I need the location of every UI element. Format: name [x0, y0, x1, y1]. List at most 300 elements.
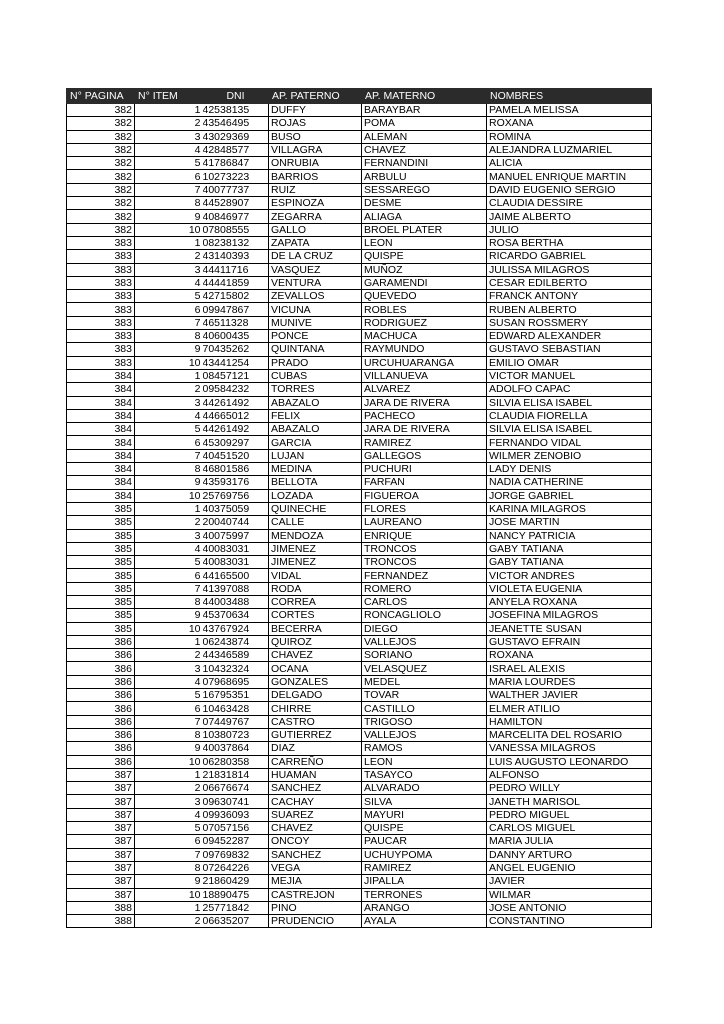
table-row — [67, 276, 652, 289]
cell-dni: 09584232 — [203, 383, 269, 396]
cell-ap-materno: ARBULU — [362, 170, 487, 183]
cell-dni: 25771842 — [203, 901, 269, 914]
cell-ap-materno: RAYMUNDO — [362, 343, 487, 356]
cell-ap-paterno: ABAZALO — [269, 396, 362, 409]
cell-nombres: ROXANA — [487, 649, 652, 662]
table-row — [67, 848, 652, 861]
cell-ap-paterno: JIMENEZ — [269, 556, 362, 569]
cell-pagina: 382 — [67, 157, 135, 170]
cell-item: 10 — [135, 755, 203, 768]
cell-nombres: VANESSA MILAGROS — [487, 742, 652, 755]
cell-pagina: 384 — [67, 449, 135, 462]
cell-nombres: ROXANA — [487, 117, 652, 130]
table-row — [67, 369, 652, 382]
cell-item: 8 — [135, 861, 203, 874]
col-header-ap-materno: AP. MATERNO — [362, 89, 487, 104]
cell-dni: 18890475 — [203, 888, 269, 901]
cell-ap-paterno: MEJIA — [269, 875, 362, 888]
cell-nombres: JANETH MARISOL — [487, 795, 652, 808]
col-header-ap-paterno: AP. PATERNO — [269, 89, 362, 104]
data-table — [66, 88, 652, 928]
cell-pagina: 385 — [67, 595, 135, 608]
table-header — [67, 89, 652, 104]
cell-item: 2 — [135, 516, 203, 529]
table-row — [67, 635, 652, 648]
cell-pagina: 382 — [67, 223, 135, 236]
cell-nombres: ANGEL EUGENIO — [487, 861, 652, 874]
cell-dni: 44441859 — [203, 276, 269, 289]
cell-pagina: 387 — [67, 822, 135, 835]
cell-ap-materno: QUISPE — [362, 250, 487, 263]
cell-ap-materno: FARFAN — [362, 476, 487, 489]
cell-ap-paterno: SANCHEZ — [269, 848, 362, 861]
cell-nombres: ROSA BERTHA — [487, 236, 652, 249]
cell-pagina: 386 — [67, 649, 135, 662]
cell-ap-paterno: QUINECHE — [269, 502, 362, 515]
cell-dni: 43546495 — [203, 117, 269, 130]
cell-pagina: 382 — [67, 117, 135, 130]
table-row — [67, 782, 652, 795]
cell-dni: 44261492 — [203, 396, 269, 409]
cell-nombres: NANCY PATRICIA — [487, 529, 652, 542]
cell-dni: 16795351 — [203, 689, 269, 702]
cell-item: 1 — [135, 635, 203, 648]
cell-pagina: 384 — [67, 476, 135, 489]
cell-item: 4 — [135, 143, 203, 156]
cell-ap-materno: QUISPE — [362, 822, 487, 835]
cell-ap-paterno: DE LA CRUZ — [269, 250, 362, 263]
cell-pagina: 387 — [67, 848, 135, 861]
cell-pagina: 382 — [67, 197, 135, 210]
cell-ap-materno: DESME — [362, 197, 487, 210]
cell-item: 4 — [135, 276, 203, 289]
table-row — [67, 130, 652, 143]
cell-nombres: JORGE GABRIEL — [487, 489, 652, 502]
cell-nombres: CESAR EDILBERTO — [487, 276, 652, 289]
table-row — [67, 157, 652, 170]
cell-ap-paterno: BUSO — [269, 130, 362, 143]
cell-item: 2 — [135, 250, 203, 263]
cell-pagina: 388 — [67, 901, 135, 914]
cell-item: 6 — [135, 702, 203, 715]
cell-dni: 44003488 — [203, 595, 269, 608]
cell-pagina: 387 — [67, 768, 135, 781]
cell-nombres: JULISSA MILAGROS — [487, 263, 652, 276]
cell-item: 5 — [135, 556, 203, 569]
cell-item: 1 — [135, 901, 203, 914]
cell-item: 2 — [135, 915, 203, 928]
cell-ap-paterno: CALLE — [269, 516, 362, 529]
col-header-dni: DNI — [203, 89, 269, 104]
cell-item: 4 — [135, 808, 203, 821]
cell-ap-paterno: MUNIVE — [269, 316, 362, 329]
cell-dni: 06676674 — [203, 782, 269, 795]
cell-nombres: PAMELA MELISSA — [487, 104, 652, 117]
cell-ap-paterno: QUINTANA — [269, 343, 362, 356]
cell-dni: 08457121 — [203, 369, 269, 382]
cell-ap-materno: RAMIREZ — [362, 436, 487, 449]
cell-nombres: JAVIER — [487, 875, 652, 888]
cell-pagina: 383 — [67, 356, 135, 369]
cell-ap-paterno: HUAMAN — [269, 768, 362, 781]
cell-pagina: 386 — [67, 702, 135, 715]
cell-ap-paterno: VENTURA — [269, 276, 362, 289]
cell-item: 8 — [135, 463, 203, 476]
cell-item: 6 — [135, 835, 203, 848]
cell-nombres: JULIO — [487, 223, 652, 236]
cell-item: 6 — [135, 436, 203, 449]
cell-item: 3 — [135, 396, 203, 409]
cell-ap-paterno: VEGA — [269, 861, 362, 874]
cell-pagina: 387 — [67, 782, 135, 795]
table-row — [67, 702, 652, 715]
cell-ap-materno: FERNANDINI — [362, 157, 487, 170]
cell-ap-paterno: CACHAY — [269, 795, 362, 808]
cell-ap-paterno: SANCHEZ — [269, 782, 362, 795]
cell-nombres: GUSTAVO SEBASTIAN — [487, 343, 652, 356]
cell-dni: 21860429 — [203, 875, 269, 888]
table-row — [67, 343, 652, 356]
cell-item: 7 — [135, 316, 203, 329]
cell-item: 10 — [135, 223, 203, 236]
cell-dni: 07968695 — [203, 675, 269, 688]
cell-ap-paterno: ONCOY — [269, 835, 362, 848]
cell-dni: 07449767 — [203, 715, 269, 728]
cell-dni: 40037864 — [203, 742, 269, 755]
cell-dni: 44528907 — [203, 197, 269, 210]
table-row — [67, 250, 652, 263]
cell-pagina: 384 — [67, 369, 135, 382]
cell-item: 4 — [135, 542, 203, 555]
cell-ap-materno: MUÑOZ — [362, 263, 487, 276]
cell-nombres: JEANETTE SUSAN — [487, 622, 652, 635]
cell-ap-paterno: JIMENEZ — [269, 542, 362, 555]
table-row — [67, 875, 652, 888]
cell-nombres: PEDRO WILLY — [487, 782, 652, 795]
cell-dni: 40846977 — [203, 210, 269, 223]
cell-dni: 43767924 — [203, 622, 269, 635]
cell-nombres: CLAUDIA DESSIRE — [487, 197, 652, 210]
cell-nombres: VICTOR MANUEL — [487, 369, 652, 382]
cell-pagina: 385 — [67, 609, 135, 622]
cell-ap-paterno: ZEVALLOS — [269, 290, 362, 303]
cell-item: 3 — [135, 130, 203, 143]
cell-item: 10 — [135, 622, 203, 635]
col-header-nombres: NOMBRES — [487, 89, 652, 104]
cell-pagina: 382 — [67, 183, 135, 196]
table-row — [67, 888, 652, 901]
cell-item: 5 — [135, 822, 203, 835]
cell-item: 7 — [135, 582, 203, 595]
cell-item: 7 — [135, 449, 203, 462]
cell-nombres: MARIA LOURDES — [487, 675, 652, 688]
cell-dni: 70435262 — [203, 343, 269, 356]
table-row — [67, 117, 652, 130]
cell-item: 1 — [135, 369, 203, 382]
cell-dni: 42848577 — [203, 143, 269, 156]
table-row — [67, 529, 652, 542]
cell-ap-materno: CARLOS — [362, 595, 487, 608]
cell-ap-paterno: DELGADO — [269, 689, 362, 702]
cell-dni: 06635207 — [203, 915, 269, 928]
cell-pagina: 385 — [67, 502, 135, 515]
cell-item: 10 — [135, 489, 203, 502]
cell-ap-paterno: RODA — [269, 582, 362, 595]
cell-ap-materno: GARAMENDI — [362, 276, 487, 289]
cell-nombres: VIOLETA EUGENIA — [487, 582, 652, 595]
table-row — [67, 183, 652, 196]
cell-nombres: CLAUDIA FIORELLA — [487, 409, 652, 422]
cell-nombres: SUSAN ROSSMERY — [487, 316, 652, 329]
cell-ap-paterno: MEDINA — [269, 463, 362, 476]
cell-ap-paterno: GONZALES — [269, 675, 362, 688]
cell-dni: 44165500 — [203, 569, 269, 582]
cell-dni: 43140393 — [203, 250, 269, 263]
cell-ap-materno: TRONCOS — [362, 556, 487, 569]
cell-ap-materno: RODRIGUEZ — [362, 316, 487, 329]
table-row — [67, 742, 652, 755]
table-row — [67, 236, 652, 249]
cell-item: 4 — [135, 675, 203, 688]
cell-pagina: 385 — [67, 622, 135, 635]
cell-ap-materno: ROBLES — [362, 303, 487, 316]
cell-dni: 40451520 — [203, 449, 269, 462]
table-row — [67, 689, 652, 702]
col-header-pagina: N° PAGINA — [67, 89, 135, 104]
cell-dni: 40083031 — [203, 556, 269, 569]
cell-item: 4 — [135, 409, 203, 422]
cell-nombres: RICARDO GABRIEL — [487, 250, 652, 263]
table-row — [67, 675, 652, 688]
cell-dni: 25769756 — [203, 489, 269, 502]
table-row — [67, 715, 652, 728]
cell-pagina: 382 — [67, 130, 135, 143]
cell-ap-materno: URCUHUARANGA — [362, 356, 487, 369]
cell-nombres: WALTHER JAVIER — [487, 689, 652, 702]
cell-ap-materno: LEON — [362, 236, 487, 249]
cell-ap-materno: TERRONES — [362, 888, 487, 901]
cell-ap-paterno: GALLO — [269, 223, 362, 236]
table-row — [67, 556, 652, 569]
cell-item: 9 — [135, 609, 203, 622]
cell-ap-materno: RAMOS — [362, 742, 487, 755]
cell-pagina: 384 — [67, 489, 135, 502]
cell-ap-materno: SESSAREGO — [362, 183, 487, 196]
cell-dni: 06280358 — [203, 755, 269, 768]
cell-item: 2 — [135, 117, 203, 130]
cell-nombres: CONSTANTINO — [487, 915, 652, 928]
cell-pagina: 386 — [67, 662, 135, 675]
table-row — [67, 303, 652, 316]
cell-dni: 10463428 — [203, 702, 269, 715]
cell-ap-materno: VALLEJOS — [362, 635, 487, 648]
cell-ap-paterno: PONCE — [269, 330, 362, 343]
cell-ap-paterno: ABAZALO — [269, 423, 362, 436]
cell-pagina: 383 — [67, 276, 135, 289]
cell-dni: 45309297 — [203, 436, 269, 449]
cell-dni: 46511328 — [203, 316, 269, 329]
cell-dni: 07264226 — [203, 861, 269, 874]
cell-dni: 21831814 — [203, 768, 269, 781]
table-row — [67, 143, 652, 156]
cell-dni: 42715802 — [203, 290, 269, 303]
cell-item: 2 — [135, 649, 203, 662]
cell-pagina: 386 — [67, 728, 135, 741]
table-row — [67, 768, 652, 781]
cell-ap-paterno: VASQUEZ — [269, 263, 362, 276]
cell-item: 9 — [135, 210, 203, 223]
cell-dni: 08238132 — [203, 236, 269, 249]
cell-ap-materno: TRIGOSO — [362, 715, 487, 728]
cell-dni: 09452287 — [203, 835, 269, 848]
cell-ap-paterno: CHAVEZ — [269, 649, 362, 662]
cell-dni: 41786847 — [203, 157, 269, 170]
cell-pagina: 388 — [67, 915, 135, 928]
cell-pagina: 384 — [67, 436, 135, 449]
cell-dni: 20040744 — [203, 516, 269, 529]
cell-ap-materno: SORIANO — [362, 649, 487, 662]
cell-item: 9 — [135, 875, 203, 888]
cell-dni: 09769832 — [203, 848, 269, 861]
cell-ap-materno: GALLEGOS — [362, 449, 487, 462]
cell-dni: 43441254 — [203, 356, 269, 369]
table-row — [67, 582, 652, 595]
cell-ap-materno: PUCHURI — [362, 463, 487, 476]
cell-ap-paterno: VICUNA — [269, 303, 362, 316]
cell-ap-paterno: VILLAGRA — [269, 143, 362, 156]
cell-pagina: 385 — [67, 516, 135, 529]
cell-nombres: GABY TATIANA — [487, 542, 652, 555]
cell-nombres: RUBEN ALBERTO — [487, 303, 652, 316]
cell-pagina: 383 — [67, 330, 135, 343]
cell-pagina: 387 — [67, 861, 135, 874]
cell-ap-materno: TRONCOS — [362, 542, 487, 555]
cell-pagina: 385 — [67, 556, 135, 569]
cell-ap-materno: ARANGO — [362, 901, 487, 914]
cell-ap-paterno: CORREA — [269, 595, 362, 608]
cell-nombres: SILVIA ELISA ISABEL — [487, 396, 652, 409]
table-row — [67, 822, 652, 835]
table-row — [67, 595, 652, 608]
table-row — [67, 330, 652, 343]
cell-item: 1 — [135, 502, 203, 515]
cell-nombres: EDWARD ALEXANDER — [487, 330, 652, 343]
cell-ap-paterno: RUIZ — [269, 183, 362, 196]
cell-item: 8 — [135, 595, 203, 608]
cell-item: 2 — [135, 782, 203, 795]
table-row — [67, 808, 652, 821]
cell-pagina: 385 — [67, 542, 135, 555]
cell-ap-paterno: ROJAS — [269, 117, 362, 130]
cell-ap-materno: AYALA — [362, 915, 487, 928]
cell-ap-materno: PAUCAR — [362, 835, 487, 848]
cell-ap-paterno: CHIRRE — [269, 702, 362, 715]
cell-pagina: 386 — [67, 715, 135, 728]
table-row — [67, 210, 652, 223]
table-row — [67, 436, 652, 449]
cell-dni: 07057156 — [203, 822, 269, 835]
cell-nombres: JOSE MARTIN — [487, 516, 652, 529]
cell-nombres: NADIA CATHERINE — [487, 476, 652, 489]
cell-item: 5 — [135, 157, 203, 170]
cell-item: 5 — [135, 689, 203, 702]
cell-ap-materno: RONCAGLIOLO — [362, 609, 487, 622]
cell-dni: 43029369 — [203, 130, 269, 143]
cell-nombres: FRANCK ANTONY — [487, 290, 652, 303]
cell-ap-materno: ALEMAN — [362, 130, 487, 143]
cell-ap-materno: CASTILLO — [362, 702, 487, 715]
cell-dni: 40600435 — [203, 330, 269, 343]
cell-item: 7 — [135, 848, 203, 861]
cell-item: 6 — [135, 569, 203, 582]
cell-ap-materno: LEON — [362, 755, 487, 768]
cell-pagina: 383 — [67, 343, 135, 356]
cell-nombres: VICTOR ANDRES — [487, 569, 652, 582]
table-row — [67, 263, 652, 276]
cell-ap-materno: RAMIREZ — [362, 861, 487, 874]
cell-pagina: 383 — [67, 290, 135, 303]
cell-ap-paterno: GARCIA — [269, 436, 362, 449]
cell-ap-paterno: BELLOTA — [269, 476, 362, 489]
cell-nombres: JOSE ANTONIO — [487, 901, 652, 914]
cell-ap-materno: ENRIQUE — [362, 529, 487, 542]
cell-pagina: 387 — [67, 835, 135, 848]
cell-ap-materno: MACHUCA — [362, 330, 487, 343]
cell-pagina: 382 — [67, 143, 135, 156]
cell-pagina: 385 — [67, 529, 135, 542]
cell-pagina: 383 — [67, 263, 135, 276]
table-row — [67, 170, 652, 183]
cell-item: 1 — [135, 768, 203, 781]
cell-ap-materno: ALVARADO — [362, 782, 487, 795]
cell-item: 3 — [135, 662, 203, 675]
cell-ap-paterno: LUJAN — [269, 449, 362, 462]
cell-item: 8 — [135, 330, 203, 343]
cell-ap-paterno: CASTRO — [269, 715, 362, 728]
cell-ap-paterno: CHAVEZ — [269, 822, 362, 835]
table-row — [67, 795, 652, 808]
cell-ap-materno: VELASQUEZ — [362, 662, 487, 675]
spreadsheet — [66, 88, 651, 928]
cell-ap-materno: BROEL PLATER — [362, 223, 487, 236]
cell-nombres: CARLOS MIGUEL — [487, 822, 652, 835]
cell-pagina: 384 — [67, 409, 135, 422]
cell-nombres: WILMAR — [487, 888, 652, 901]
cell-pagina: 385 — [67, 582, 135, 595]
cell-pagina: 386 — [67, 675, 135, 688]
cell-pagina: 387 — [67, 808, 135, 821]
cell-ap-paterno: ZAPATA — [269, 236, 362, 249]
cell-pagina: 383 — [67, 236, 135, 249]
cell-pagina: 386 — [67, 689, 135, 702]
cell-ap-paterno: FELIX — [269, 409, 362, 422]
table-row — [67, 622, 652, 635]
cell-ap-materno: FERNANDEZ — [362, 569, 487, 582]
cell-ap-materno: QUEVEDO — [362, 290, 487, 303]
cell-nombres: ALICIA — [487, 157, 652, 170]
cell-nombres: ANYELA ROXANA — [487, 595, 652, 608]
cell-dni: 40075997 — [203, 529, 269, 542]
table-row — [67, 104, 652, 117]
table-row — [67, 290, 652, 303]
table-row — [67, 476, 652, 489]
cell-item: 8 — [135, 728, 203, 741]
cell-nombres: JOSEFINA MILAGROS — [487, 609, 652, 622]
table-row — [67, 489, 652, 502]
table-row — [67, 316, 652, 329]
table-row — [67, 502, 652, 515]
cell-item: 3 — [135, 263, 203, 276]
